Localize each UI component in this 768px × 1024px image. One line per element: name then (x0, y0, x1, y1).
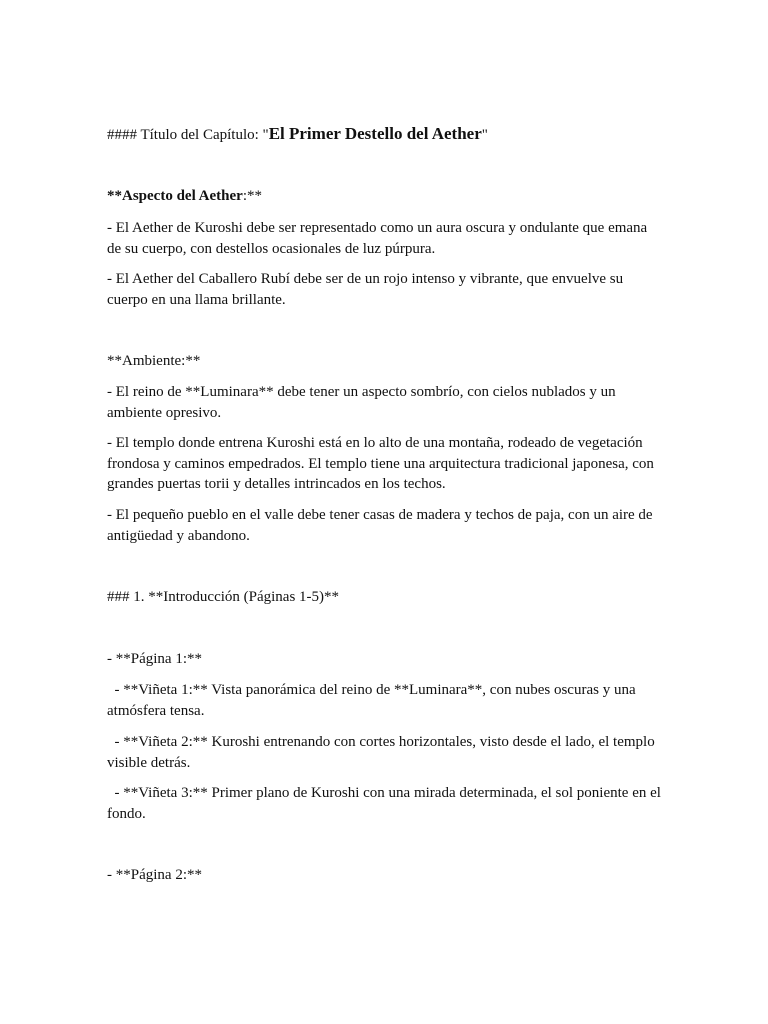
ambient-item: - El templo donde entrena Kuroshi está en lo alto de una montaña, rodeado de vegetación frondosa y caminos empedrados. El templo tiene una arquitectura tradicional japonesa, con grandes puertas torii y detalles intrincados en los techos. (107, 435, 654, 492)
page-1-panel: - **Viñeta 3:** Primer plano de Kuroshi con una mirada determinada, el sol poniente en el fondo. (107, 785, 665, 822)
chapter-title-suffix: " (481, 127, 488, 143)
section-1-heading: ### 1. **Introducción (Páginas 1-5)** (107, 589, 340, 605)
aspect-item: - El Aether del Caballero Rubí debe ser de un rojo intenso y vibrante, que envuelve su cuerpo en una llama brillante. (107, 271, 624, 308)
chapter-title-main: El Primer Destello del Aether (268, 124, 482, 143)
ambient-item: - El reino de **Luminara** debe tener un aspecto sombrío, con cielos nublados y un ambiente opresivo. (107, 384, 616, 421)
page-1-panel: - **Viñeta 1:** Vista panorámica del reino de **Luminara**, con nubes oscuras y una atmósfera tensa. (107, 682, 640, 719)
ambient-heading: **Ambiente:** (107, 353, 201, 369)
ambient-item: - El pequeño pueblo en el valle debe tener casas de madera y techos de paja, con un aire de antigüedad y abandono. (107, 507, 653, 544)
aspect-heading (107, 186, 667, 207)
aspect-item: - El Aether de Kuroshi debe ser representado como un aura oscura y ondulante que emana de su cuerpo, con destellos ocasionales de luz púrpura. (107, 220, 648, 257)
page-1-label: - **Página 1:** (107, 651, 202, 667)
page-2-label: - **Página 2:** (107, 867, 202, 883)
page-1-panel: - **Viñeta 2:** Kuroshi entrenando con cortes horizontales, visto desde el lado, el templo visible detrás. (107, 734, 659, 771)
aspect-heading-close: :** (242, 188, 262, 204)
aspect-heading-text: Aspecto del Aether (122, 188, 243, 204)
aspect-heading-open: ** (107, 188, 122, 204)
chapter-title (107, 124, 667, 146)
chapter-title-prefix: #### Título del Capítulo: " (107, 127, 269, 143)
